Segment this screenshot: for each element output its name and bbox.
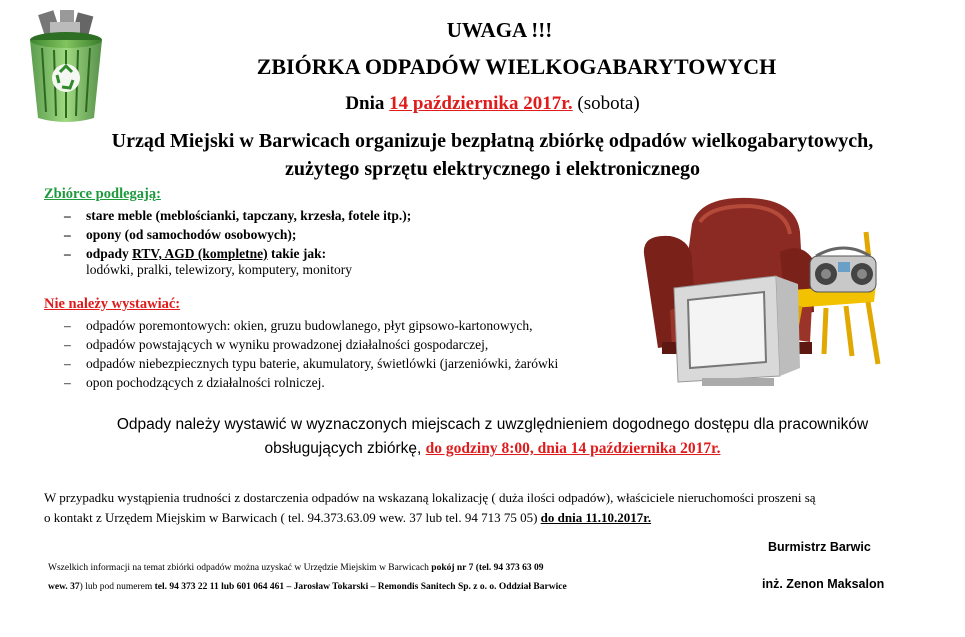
info-line-2 — [48, 582, 567, 592]
contact-deadline: do dnia 11.10.2017r. — [540, 510, 652, 525]
accepted-examples: lodówki, pralki, telewizory, komputery, monitory — [86, 262, 352, 277]
date-line — [0, 93, 965, 115]
signature-title: Burmistrz Barwic — [768, 540, 871, 554]
list-item: – odpadów poremontowych: okien, gruzu budowlanego, płyt gipsowo-kartonowych, — [64, 316, 630, 335]
list-item: – opon pochodzących z działalności rolniczej. — [64, 373, 630, 392]
item-prefix: odpady — [86, 246, 133, 261]
signature-name: inż. Zenon Maksalon — [762, 577, 885, 591]
bulky-waste-illustration — [640, 192, 890, 388]
list-item: – stare meble (meblościanki, tapczany, krzesła, fotele itp.); — [64, 206, 411, 225]
info-room: pokój nr 7 (tel. 94 373 63 09 — [431, 563, 544, 573]
placement-notice-line-1: Odpady należy wystawić w wyznaczonych miejscach z uwzględnieniem dogodnego dostępu dla pracowników — [116, 416, 869, 433]
rejected-heading: Nie należy wystawiać: — [44, 296, 181, 312]
info-mid: ) lub pod numerem — [79, 582, 155, 592]
contact-text: o kontakt z Urzędem Miejskim w Barwicach ( tel. 94.373.63.09 wew. 37 lub tel. 94 713 75 05) — [44, 510, 541, 525]
accepted-list — [64, 206, 411, 263]
placement-deadline: do godziny 8:00, dnia 14 października 2017r. — [425, 440, 721, 457]
organizer-line-2: zużytego sprzętu elektrycznego i elektronicznego — [284, 158, 701, 180]
difficulties-line-2 — [44, 510, 924, 526]
placement-notice-line-2 — [0, 440, 965, 458]
title-warning: UWAGA !!! — [446, 18, 553, 42]
list-item: – odpadów powstających w wyniku prowadzonej działalności gospodarczej, — [64, 335, 630, 354]
rtv-agd-text: RTV, AGD (kompletne) — [132, 246, 268, 261]
accepted-heading: Zbiórce podlegają: — [44, 186, 161, 202]
item-suffix: takie jak: — [267, 246, 327, 261]
rejected-list — [64, 316, 630, 392]
list-item: – odpadów niebezpiecznych typu baterie, akumulatory, świetlówki (jarzeniówki, żarówki — [64, 354, 630, 373]
title-collection: ZBIÓRKA ODPADÓW WIELKOGABARYTOWYCH — [256, 54, 777, 79]
collection-date: 14 października 2017r. — [389, 93, 573, 114]
info-contact: tel. 94 373 22 11 lub 601 064 461 – Jarosław Tokarski – Remondis Sanitech Sp. z o. o. Oddział Barwice — [154, 582, 567, 592]
difficulties-line-1: W przypadku wystąpienia trudności z dostarczenia odpadów na wskazaną lokalizację ( duża ilości odpadów), właściciele nieruchomości proszeni są — [44, 490, 816, 505]
notice-prefix: obsługujących zbiórkę, — [264, 440, 426, 457]
info-ext: wew. 37 — [48, 582, 80, 592]
organizer-line-1: Urząd Miejski w Barwicach organizuje bezpłatną zbiórkę odpadów wielkogabarytowych, — [111, 130, 874, 152]
info-text: Wszelkich informacji na temat zbiórki odpadów można uzyskać w Urzędzie Miejskim w Barwicach — [48, 563, 432, 573]
date-prefix: Dnia — [345, 93, 390, 114]
info-line-1 — [48, 563, 544, 573]
list-item: – opony (od samochodów osobowych); — [64, 225, 411, 244]
list-item — [64, 244, 411, 263]
date-weekday: (sobota) — [572, 93, 640, 114]
